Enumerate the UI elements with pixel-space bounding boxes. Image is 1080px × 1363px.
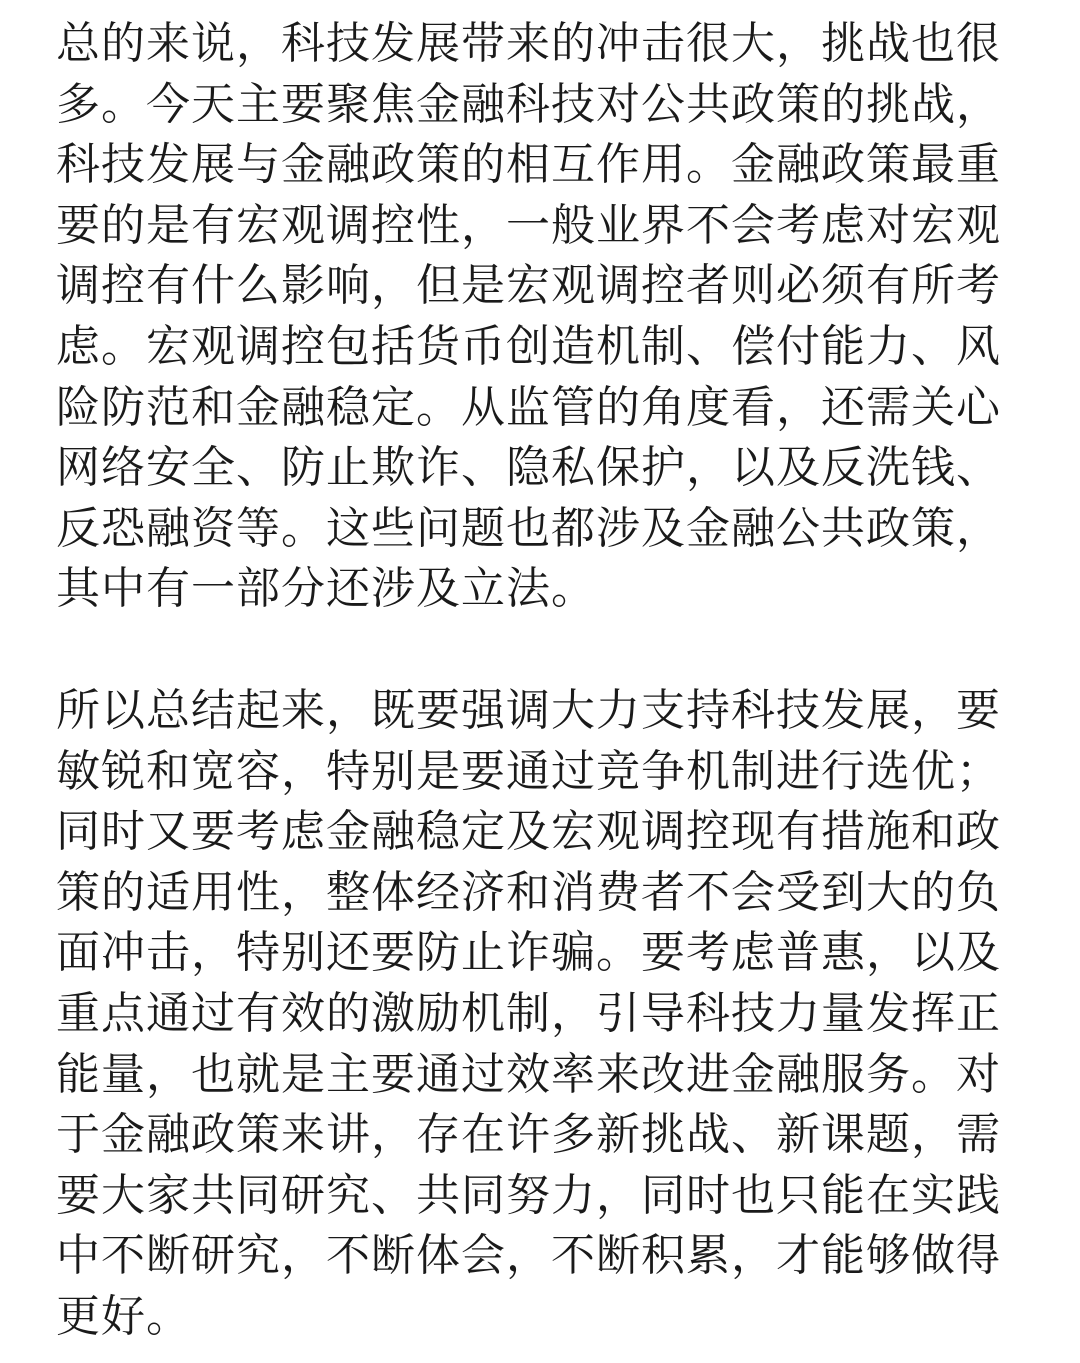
- text-line: 能量，也就是主要通过效率来改进金融服务。对: [56, 1048, 1001, 1100]
- text-line: 总的来说，科技发展带来的冲击很大，挑战也很: [56, 18, 1001, 69]
- text-line: 虑。宏观调控包括货币创造机制、偿付能力、风: [56, 320, 1001, 372]
- text-line: 科技发展与金融政策的相互作用。金融政策最重: [56, 139, 1001, 191]
- text-line: 反恐融资等。这些问题也都涉及金融公共政策，: [56, 502, 1001, 554]
- text-line: 多。今天主要聚焦金融科技对公共政策的挑战，: [56, 78, 1001, 130]
- text-line: 所以总结起来，既要强调大力支持科技发展，要: [56, 685, 1001, 736]
- text-line: 要大家共同研究、共同努力，同时也只能在实践: [56, 1169, 1001, 1221]
- text-line: 中不断研究，不断体会，不断积累，才能够做得: [56, 1230, 1001, 1282]
- text-line: 面冲击，特别还要防止诈骗。要考虑普惠，以及: [56, 927, 1001, 979]
- text-line: 策的适用性，整体经济和消费者不会受到大的负: [56, 866, 1001, 918]
- text-line: 调控有什么影响，但是宏观调控者则必须有所考: [56, 260, 1001, 312]
- text-line: 其中有一部分还涉及立法。: [56, 563, 596, 615]
- text-line: 险防范和金融稳定。从监管的角度看，还需关心: [56, 381, 1001, 433]
- paragraph-1: [56, 14, 1036, 620]
- text-line: 同时又要考虑金融稳定及宏观调控现有措施和政: [56, 806, 1001, 858]
- text-line: 更好。: [56, 1290, 191, 1342]
- text-line: 要的是有宏观调控性，一般业界不会考虑对宏观: [56, 199, 1001, 251]
- paragraph-2: [56, 681, 1036, 1348]
- text-line: 重点通过有效的激励机制，引导科技力量发挥正: [56, 987, 1001, 1039]
- text-line: 网络安全、防止欺诈、隐私保护，以及反洗钱、: [56, 442, 1001, 494]
- text-line: 于金融政策来讲，存在许多新挑战、新课题，需: [56, 1109, 1001, 1161]
- text-line: 敏锐和宽容，特别是要通过竞争机制进行选优；: [56, 745, 1001, 797]
